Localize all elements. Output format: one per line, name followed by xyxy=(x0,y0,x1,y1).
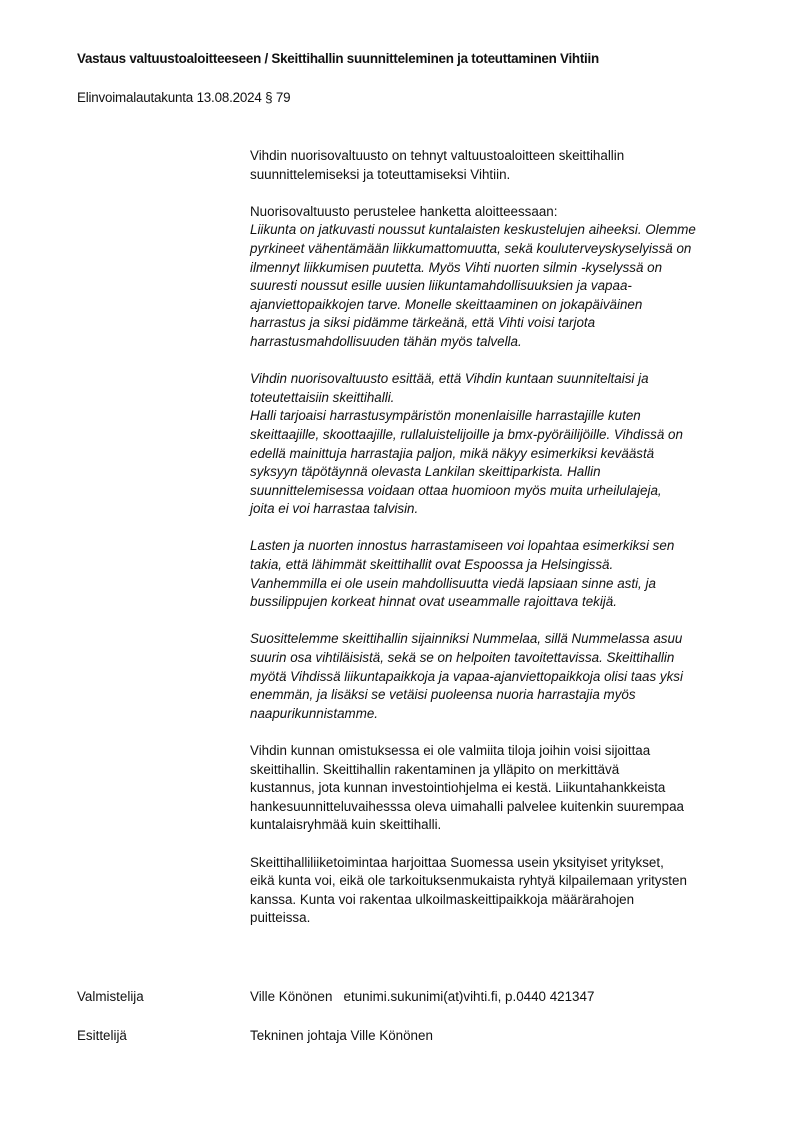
text-line: eikä kunta voi, eikä ole tarkoituksenmukaista ryhtyä kilpailemaan yritysten xyxy=(250,873,687,889)
quote-line: Liikunta on jatkuvasti noussut kuntalaisten keskustelujen aiheeksi. Olemme xyxy=(250,222,696,238)
text-line: kustannus, jota kunnan investointiohjelma ei kestä. Liikuntahankkeista xyxy=(250,780,666,796)
quote-line: skeittaajille, skoottaajille, rullaluistelijoille ja bmx-pyöräilijöille. Vihdissä on xyxy=(250,426,683,442)
preparer-label: Valmistelija xyxy=(77,989,144,1004)
text-line: puitteissa. xyxy=(250,910,311,926)
quote-line: joita ei voi harrastaa talvisin. xyxy=(250,501,419,517)
paragraph-municipal-response xyxy=(250,742,770,835)
paragraph-proposal xyxy=(250,370,770,519)
quote-line: naapurikunnistamme. xyxy=(250,705,379,721)
document-body xyxy=(250,147,770,947)
text-line: hankesuunnitteluvaihesssa oleva uimahalli palvelee kuitenkin suurempaa xyxy=(250,798,684,814)
quote-line: harrastus ja siksi pidämme tärkeänä, että Vihti voisi tarjota xyxy=(250,315,596,331)
quote-line: pyrkineet vähentämään liikkumattomuutta, sekä kouluterveyskyselyissä on xyxy=(250,240,692,256)
paragraph-justification xyxy=(250,203,770,352)
text-line: kanssa. Kunta voi rakentaa ulkoilmaskeittipaikkoja määrärahojen xyxy=(250,891,635,907)
presenter-value: Tekninen johtaja Ville Könönen xyxy=(250,1028,433,1043)
text-line: Vihdin kunnan omistuksessa ei ole valmiita tiloja joihin voisi sijoittaa xyxy=(250,743,651,758)
meeting-reference: Elinvoimalautakunta 13.08.2024 § 79 xyxy=(77,90,291,105)
quote-line: harrastusmahdollisuuden tähän myös talvella. xyxy=(250,333,522,349)
quote-line: enemmän, ja lisäksi se vetäisi puoleensa nuoria harrastajia myös xyxy=(250,687,636,703)
quote-line: suuresti noussut esille uusien liikuntamahdollisuuksien ja vapaa- xyxy=(250,278,632,294)
document-title: Vastaus valtuustoaloitteeseen / Skeittihallin suunnitteleminen ja toteuttaminen Vihtiin xyxy=(77,51,599,66)
paragraph-private-business xyxy=(250,854,770,928)
quote-line: ajanviettopaikkojen tarve. Monelle skeittaaminen on jokapäiväinen xyxy=(250,296,643,312)
text-line: Vihdin nuorisovaltuusto on tehnyt valtuustoaloitteen skeittihallin xyxy=(250,148,625,163)
quote-line: Suosittelemme skeittihallin sijainniksi Nummelaa, sillä Nummelassa asuu xyxy=(250,631,683,647)
text-line: skeittihallin. Skeittihallin rakentaminen ja ylläpito on merkittävä xyxy=(250,761,620,777)
text-line: kuntalaisryhmää kuin skeittihalli. xyxy=(250,817,442,833)
quote-line: takia, että lähimmät skeittihallit ovat Espoossa ja Helsingissä. xyxy=(250,557,614,573)
quote-line: ilmennyt liikkumisen puutetta. Myös Vihti nuorten silmin -kyselyssä on xyxy=(250,259,663,275)
quote-line: syksyyn täpötäynnä olevasta Lankilan skeittiparkista. Hallin xyxy=(250,464,601,480)
quote-line: suunnittelemisessa voidaan ottaa huomioon myös muita urheilulajeja, xyxy=(250,482,662,498)
quote-line: Halli tarjoaisi harrastusympäristön monenlaisille harrastajille kuten xyxy=(250,408,641,424)
quote-line: toteutettaisiin skeittihalli. xyxy=(250,389,395,405)
quote-line: suurin osa vihtiläisistä, sekä se on helpoiten tavoitettavissa. Skeittihallin xyxy=(250,650,675,666)
paragraph-location xyxy=(250,630,770,723)
quote-line: edellä mainittuja harrastajia paljon, mikä näkyy esimerkiksi keväästä xyxy=(250,445,655,461)
quote-line: Lasten ja nuorten innostus harrastamiseen voi lopahtaa esimerkiksi sen xyxy=(250,538,675,554)
preparer-value: Ville Könönen etunimi.sukunimi(at)vihti.fi, p.0440 421347 xyxy=(250,989,595,1004)
quote-line: Vanhemmilla ei ole usein mahdollisuutta viedä lapsiaan sinne asti, ja xyxy=(250,575,656,591)
quote-line: myötä Vihdissä liikuntapaikkoja ja vapaa-ajanviettopaikkoja olisi taas yksi xyxy=(250,668,683,684)
paragraph-intro: Nuorisovaltuusto perustelee hanketta aloitteessaan: xyxy=(250,203,558,219)
text-line: Skeittihalliliiketoimintaa harjoittaa Suomessa usein yksityiset yritykset, xyxy=(250,854,664,870)
quote-line: Vihdin nuorisovaltuusto esittää, että Vihdin kuntaan suunniteltaisi ja xyxy=(250,371,649,387)
paragraph-accessibility xyxy=(250,537,770,611)
paragraph-initiative xyxy=(250,147,770,184)
text-line: suunnittelemiseksi ja toteuttamiseksi Vihtiin. xyxy=(250,166,511,182)
presenter-label: Esittelijä xyxy=(77,1028,127,1043)
quote-line: bussilippujen korkeat hinnat ovat useammalle rajoittava tekijä. xyxy=(250,594,617,610)
